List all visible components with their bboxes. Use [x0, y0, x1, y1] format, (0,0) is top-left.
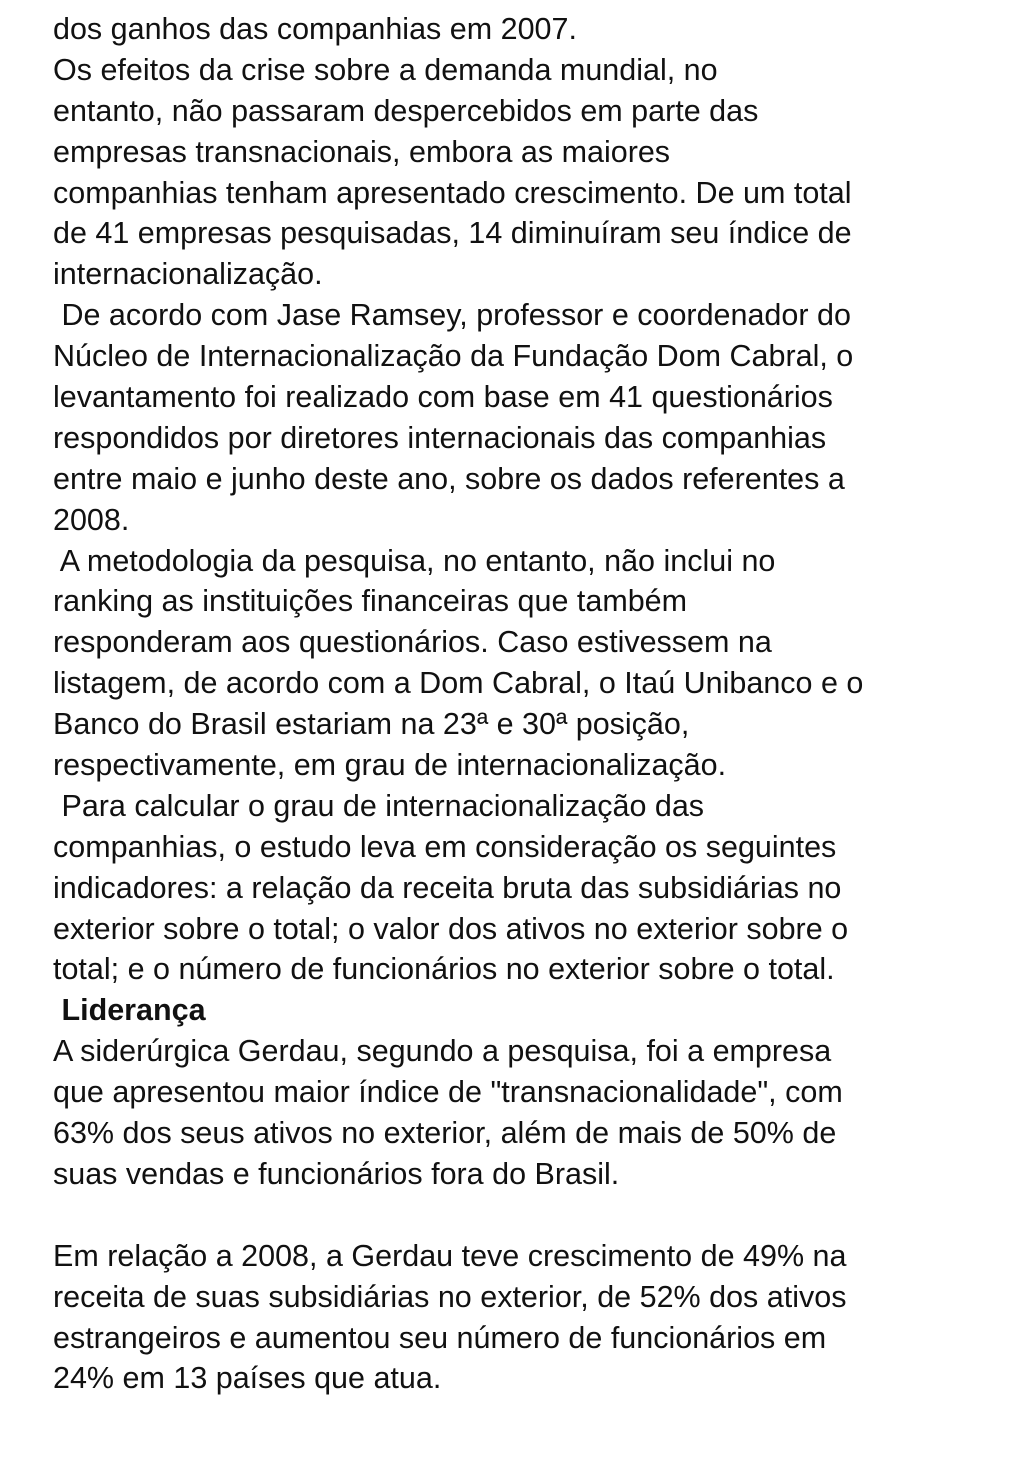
text-line: Os efeitos da crise sobre a demanda mundial, no: [53, 52, 718, 87]
text-line: suas vendas e funcionários fora do Brasil.: [53, 1156, 620, 1191]
text-line: 63% dos seus ativos no exterior, além de mais de 50% de: [53, 1116, 837, 1151]
text-line: companhias, o estudo leva em consideração os seguintes: [53, 829, 837, 864]
text-line: indicadores: a relação da receita bruta das subsidiárias no: [53, 870, 842, 905]
text-line: que apresentou maior índice de "transnacionalidade", com: [53, 1075, 843, 1110]
text-line: levantamento foi realizado com base em 41 questionários: [53, 380, 833, 415]
text-line: 2008.: [53, 502, 130, 537]
paragraph-gap: [53, 1195, 983, 1236]
section-heading: Liderança: [53, 993, 206, 1028]
text-line: Para calcular o grau de internacionalização das: [53, 788, 705, 823]
text-line: respectivamente, em grau de internacionalização.: [53, 748, 727, 783]
text-line: ranking as instituições financeiras que também: [53, 584, 688, 619]
text-line: responderam aos questionários. Caso estivessem na: [53, 625, 772, 660]
text-line: A siderúrgica Gerdau, segundo a pesquisa, foi a empresa: [53, 1034, 832, 1069]
text-line: exterior sobre o total; o valor dos ativos no exterior sobre o: [53, 911, 849, 946]
text-line: Em relação a 2008, a Gerdau teve crescimento de 49% na: [53, 1238, 847, 1273]
text-line: internacionalização.: [53, 257, 323, 292]
text-line: de 41 empresas pesquisadas, 14 diminuíram seu índice de: [53, 216, 852, 251]
text-line: Banco do Brasil estariam na 23ª e 30ª posição,: [53, 707, 690, 742]
text-line: dos ganhos das companhias em 2007.: [53, 12, 577, 46]
text-line: receita de suas subsidiárias no exterior, de 52% dos ativos: [53, 1279, 847, 1314]
text-line: A metodologia da pesquisa, no entanto, não inclui no: [53, 543, 776, 578]
text-line: total; e o número de funcionários no exterior sobre o total.: [53, 952, 835, 987]
document-body: [53, 9, 983, 1399]
text-line: entre maio e junho deste ano, sobre os dados referentes a: [53, 461, 845, 496]
text-line: empresas transnacionais, embora as maiores: [53, 134, 671, 169]
text-line: companhias tenham apresentado crescimento. De um total: [53, 175, 852, 210]
text-line: Núcleo de Internacionalização da Fundação Dom Cabral, o: [53, 339, 854, 374]
text-line: De acordo com Jase Ramsey, professor e coordenador do: [53, 298, 851, 333]
text-line: estrangeiros e aumentou seu número de funcionários em: [53, 1320, 827, 1355]
text-line: listagem, de acordo com a Dom Cabral, o Itaú Unibanco e o: [53, 666, 864, 701]
text-line: 24% em 13 países que atua.: [53, 1361, 442, 1396]
text-line: entanto, não passaram despercebidos em parte das: [53, 93, 759, 128]
text-line: respondidos por diretores internacionais das companhias: [53, 420, 827, 455]
